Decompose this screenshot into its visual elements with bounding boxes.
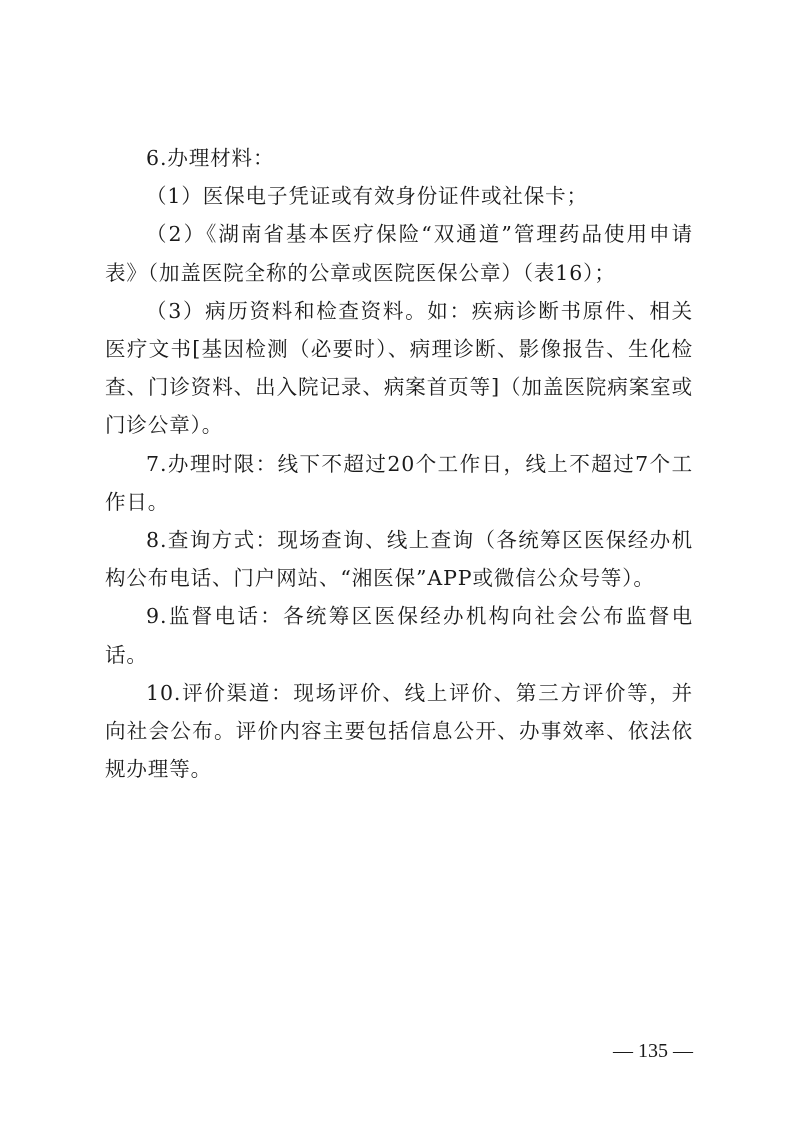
paragraph-materials-item-3: （3）病历资料和检查资料。如：疾病诊断书原件、相关医疗文书[基因检测（必要时）、病理诊断、影像报告、生化检查、门诊资料、出入院记录、病案首页等]（加盖医院病案室或门诊公章）。 [105,298,693,438]
paragraph-materials-item-1: （1）医保电子凭证或有效身份证件或社保卡； [146,184,588,209]
paragraph-materials-heading: 6.办理材料： [146,146,275,170]
paragraph-materials-item-2: （2）《湖南省基本医疗保险“双通道”管理药品使用申请表》（加盖医院全称的公章或医院医保公章）（表16）； [105,222,693,285]
paragraph-processing-time: 7.办理时限：线下不超过20个工作日，线上不超过7个工作日。 [105,451,693,514]
paragraph-supervision-phone: 9.监督电话：各统筹区医保经办机构向社会公布监督电话。 [105,604,693,667]
paragraph-query-method: 8.查询方式：现场查询、线上查询（各统筹区医保经办机构公布电话、门户网站、“湘医保”APP或微信公众号等）。 [105,528,693,591]
page-number: — 135 — [613,1040,693,1062]
document-body [105,139,693,788]
paragraph-evaluation-channel: 10.评价渠道：现场评价、线上评价、第三方评价等，并向社会公布。评价内容主要包括信息公开、办事效率、依法依规办理等。 [105,680,693,782]
